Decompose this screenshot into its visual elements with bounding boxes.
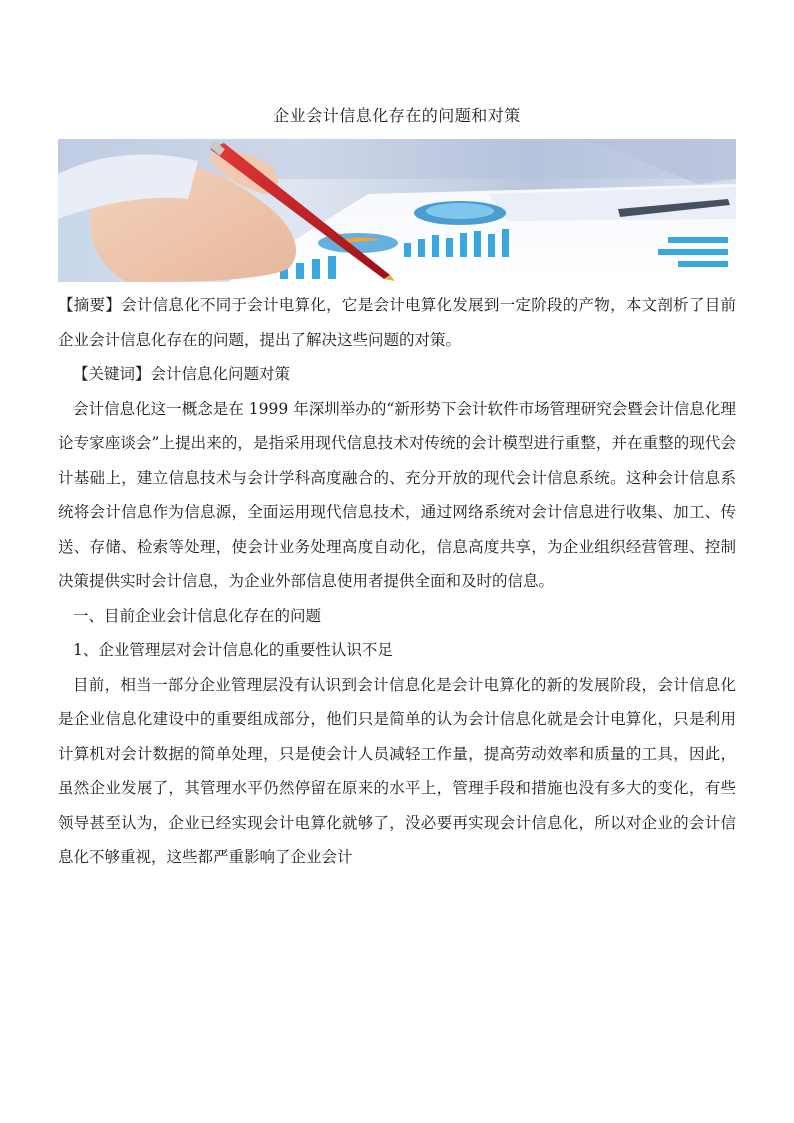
subsection-heading: 1、企业管理层对会计信息化的重要性认识不足: [73, 641, 393, 659]
hero-image: [58, 139, 736, 282]
body-paragraph: 目前，相当一部分企业管理层没有认识到会计信息化是会计电算化的新的发展阶段，会计信息化是企业信息化建设中的重要组成部分，他们只是简单的认为会计信息化就是会计电算化，只是利用计算机对会计数据的简单处理，只是使会计人员减轻工作量，提高劳动效率和质量的工具，因此，虽然企业发展了，其管理水平仍然停留在原来的水平上，管理手段和措施也没有多大的变化，有些领导甚至认为，企业已经实现会计电算化就够了，没必要再实现会计信息化，所以对企业的会计信息化不够重视，这些都严重影响了企业会计: [58, 675, 736, 866]
document-title: 企业会计信息化存在的问题和对策: [273, 106, 521, 125]
keywords-paragraph: 【关键词】会计信息化问题对策: [73, 365, 291, 383]
document-body: [58, 288, 736, 875]
abstract-paragraph: 【摘要】会计信息化不同于会计电算化，它是会计电算化发展到一定阶段的产物，本文剖析了目前企业会计信息化存在的问题，提出了解决这些问题的对策。: [58, 296, 736, 349]
body-paragraph: 会计信息化这一概念是在 1999 年深圳举办的“新形势下会计软件市场管理研究会暨会计信息化理论专家座谈会”上提出来的，是指采用现代信息技术对传统的会计模型进行重整，并在重整的现代会计基础上，建立信息技术与会计学科高度融合的、充分开放的现代会计信息系统。这种会计信息系统将会计信息作为信息源，全面运用现代信息技术，通过网络系统对会计信息进行收集、加工、传送、存储、检索等处理，使会计业务处理高度自动化，信息高度共享，为企业组织经营管理、控制决策提供实时会计信息，为企业外部信息使用者提供全面和及时的信息。: [58, 399, 736, 590]
section-heading: 一、目前企业会计信息化存在的问题: [73, 606, 322, 625]
